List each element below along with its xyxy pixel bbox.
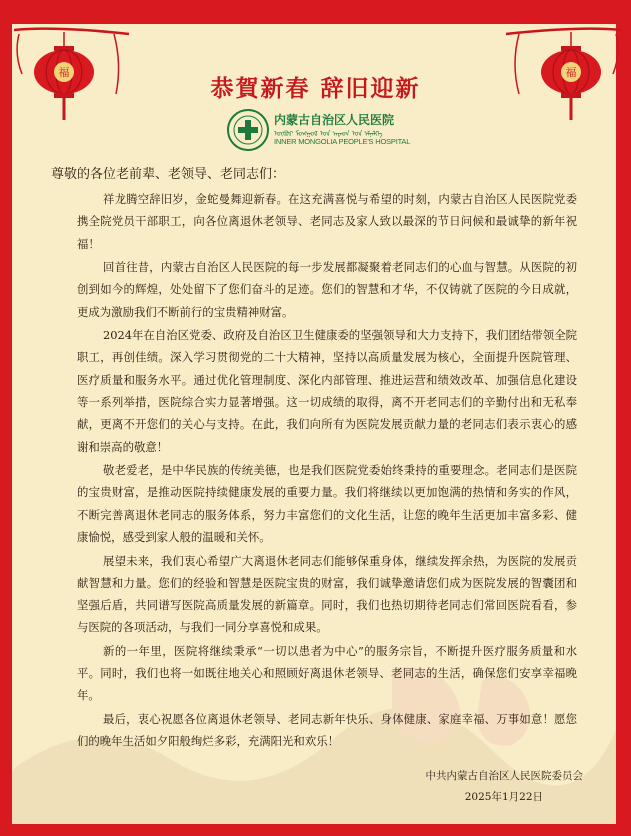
hospital-emblem-icon <box>226 108 270 152</box>
lantern-right-char: 福 <box>565 66 577 79</box>
signature-org: 中共内蒙古自治区人民医院委员会 <box>425 770 583 782</box>
paragraph-6: 新的一年里，医院将继续秉承“一切以患者为中心”的服务宗旨，不断提升医疗服务质量和水平。同时，我们也将一如既往地关心和照顾好离退休老领导、老同志的生活，确保您们安享幸福晚年。 <box>77 643 577 703</box>
paragraph-4: 敬老爱老，是中华民族的传统美德，也是我们医院党委始终秉持的重要理念。老同志们是医院的宝贵财富，是推动医院持续健康发展的重要力量。我们将继续以更加饱满的热情和务实的作风，不断完善离退休老同志的服务体系，努力丰富您们的文化生活，让您的晚年生活更加丰富多彩、健康愉悦，感受到家人般的温暖和关怀。 <box>77 463 577 545</box>
letter-body <box>77 188 577 754</box>
lantern-left-char: 福 <box>58 66 70 79</box>
hospital-name-cn: 内蒙古自治区人民医院 <box>274 113 395 127</box>
paragraph-2: 回首往昔，内蒙古自治区人民医院的每一步发展都凝聚着老同志们的心血与智慧。从医院的初创到如今的辉煌，处处留下了您们奋斗的足迹。您们的智慧和才华，不仅铸就了医院的今日成就，更成为激励我们不断前行的宝贵精神财富。 <box>77 260 577 319</box>
signature-date: 2025年1月22日 <box>464 791 543 803</box>
hospital-name-mn: ᠦᠪᠦᠷ ᠮᠣᠩᠭᠣᠯ ᠤᠨ ᠠᠷᠠᠳ ᠤᠨ ᠡᠮᠨᠡᠯᠭᠡ <box>274 130 383 138</box>
salutation: 尊敬的各位老前辈、老领导、老同志们： <box>51 167 286 182</box>
hospital-logo <box>226 108 426 152</box>
hospital-name-en: INNER MONGOLIA PEOPLE'S HOSPITAL <box>274 137 411 146</box>
paragraph-3: 2024年在自治区党委、政府及自治区卫生健康委的坚强领导和大力支持下，我们团结带领全院职工，再创佳绩。深入学习贯彻党的二十大精神，坚持以高质量发展为核心，全面提升医院管理、医疗质量和服务水平。通过优化管理制度、深化内部管理、推进运营和绩效改革、加强信息化建设等一系列举措，医院综合实力显著增强。这一切成绩的取得，离不开老同志们的辛勤付出和无私奉献，更离不开您们的关心与支持。在此，我们向所有为医院发展贡献力量的老同志们表示衷心的感谢和崇高的敬意！ <box>77 328 577 454</box>
paragraph-7: 最后，衷心祝愿各位离退休老领导、老同志新年快乐、身体健康、家庭幸福、万事如意！愿您们的晚年生活如夕阳般绚烂多彩，充满阳光和欢乐！ <box>77 711 577 749</box>
paragraph-5: 展望未来，我们衷心希望广大离退休老同志们能够保重身体，继续发挥余热，为医院的发展贡献智慧和力量。您们的经验和智慧是医院宝贵的财富，我们诚挚邀请您们成为医院发展的智囊团和坚强后盾，共同谱写医院高质量发展的新篇章。同时，我们也热切期待老同志们常回医院看看，参与医院的各项活动，与我们一同分享喜悦和成果。 <box>77 553 577 635</box>
signature-block <box>383 768 583 804</box>
headline-title: 恭賀新春 辞旧迎新 <box>210 75 421 102</box>
paragraph-1: 祥龙腾空辞旧岁，金蛇曼舞迎新春。在这充满喜悦与希望的时刻，内蒙古自治区人民医院党委携全院党员干部职工，向各位离退休老领导、老同志及家人致以最深的节日问候和最诚挚的新年祝福！ <box>77 192 577 251</box>
